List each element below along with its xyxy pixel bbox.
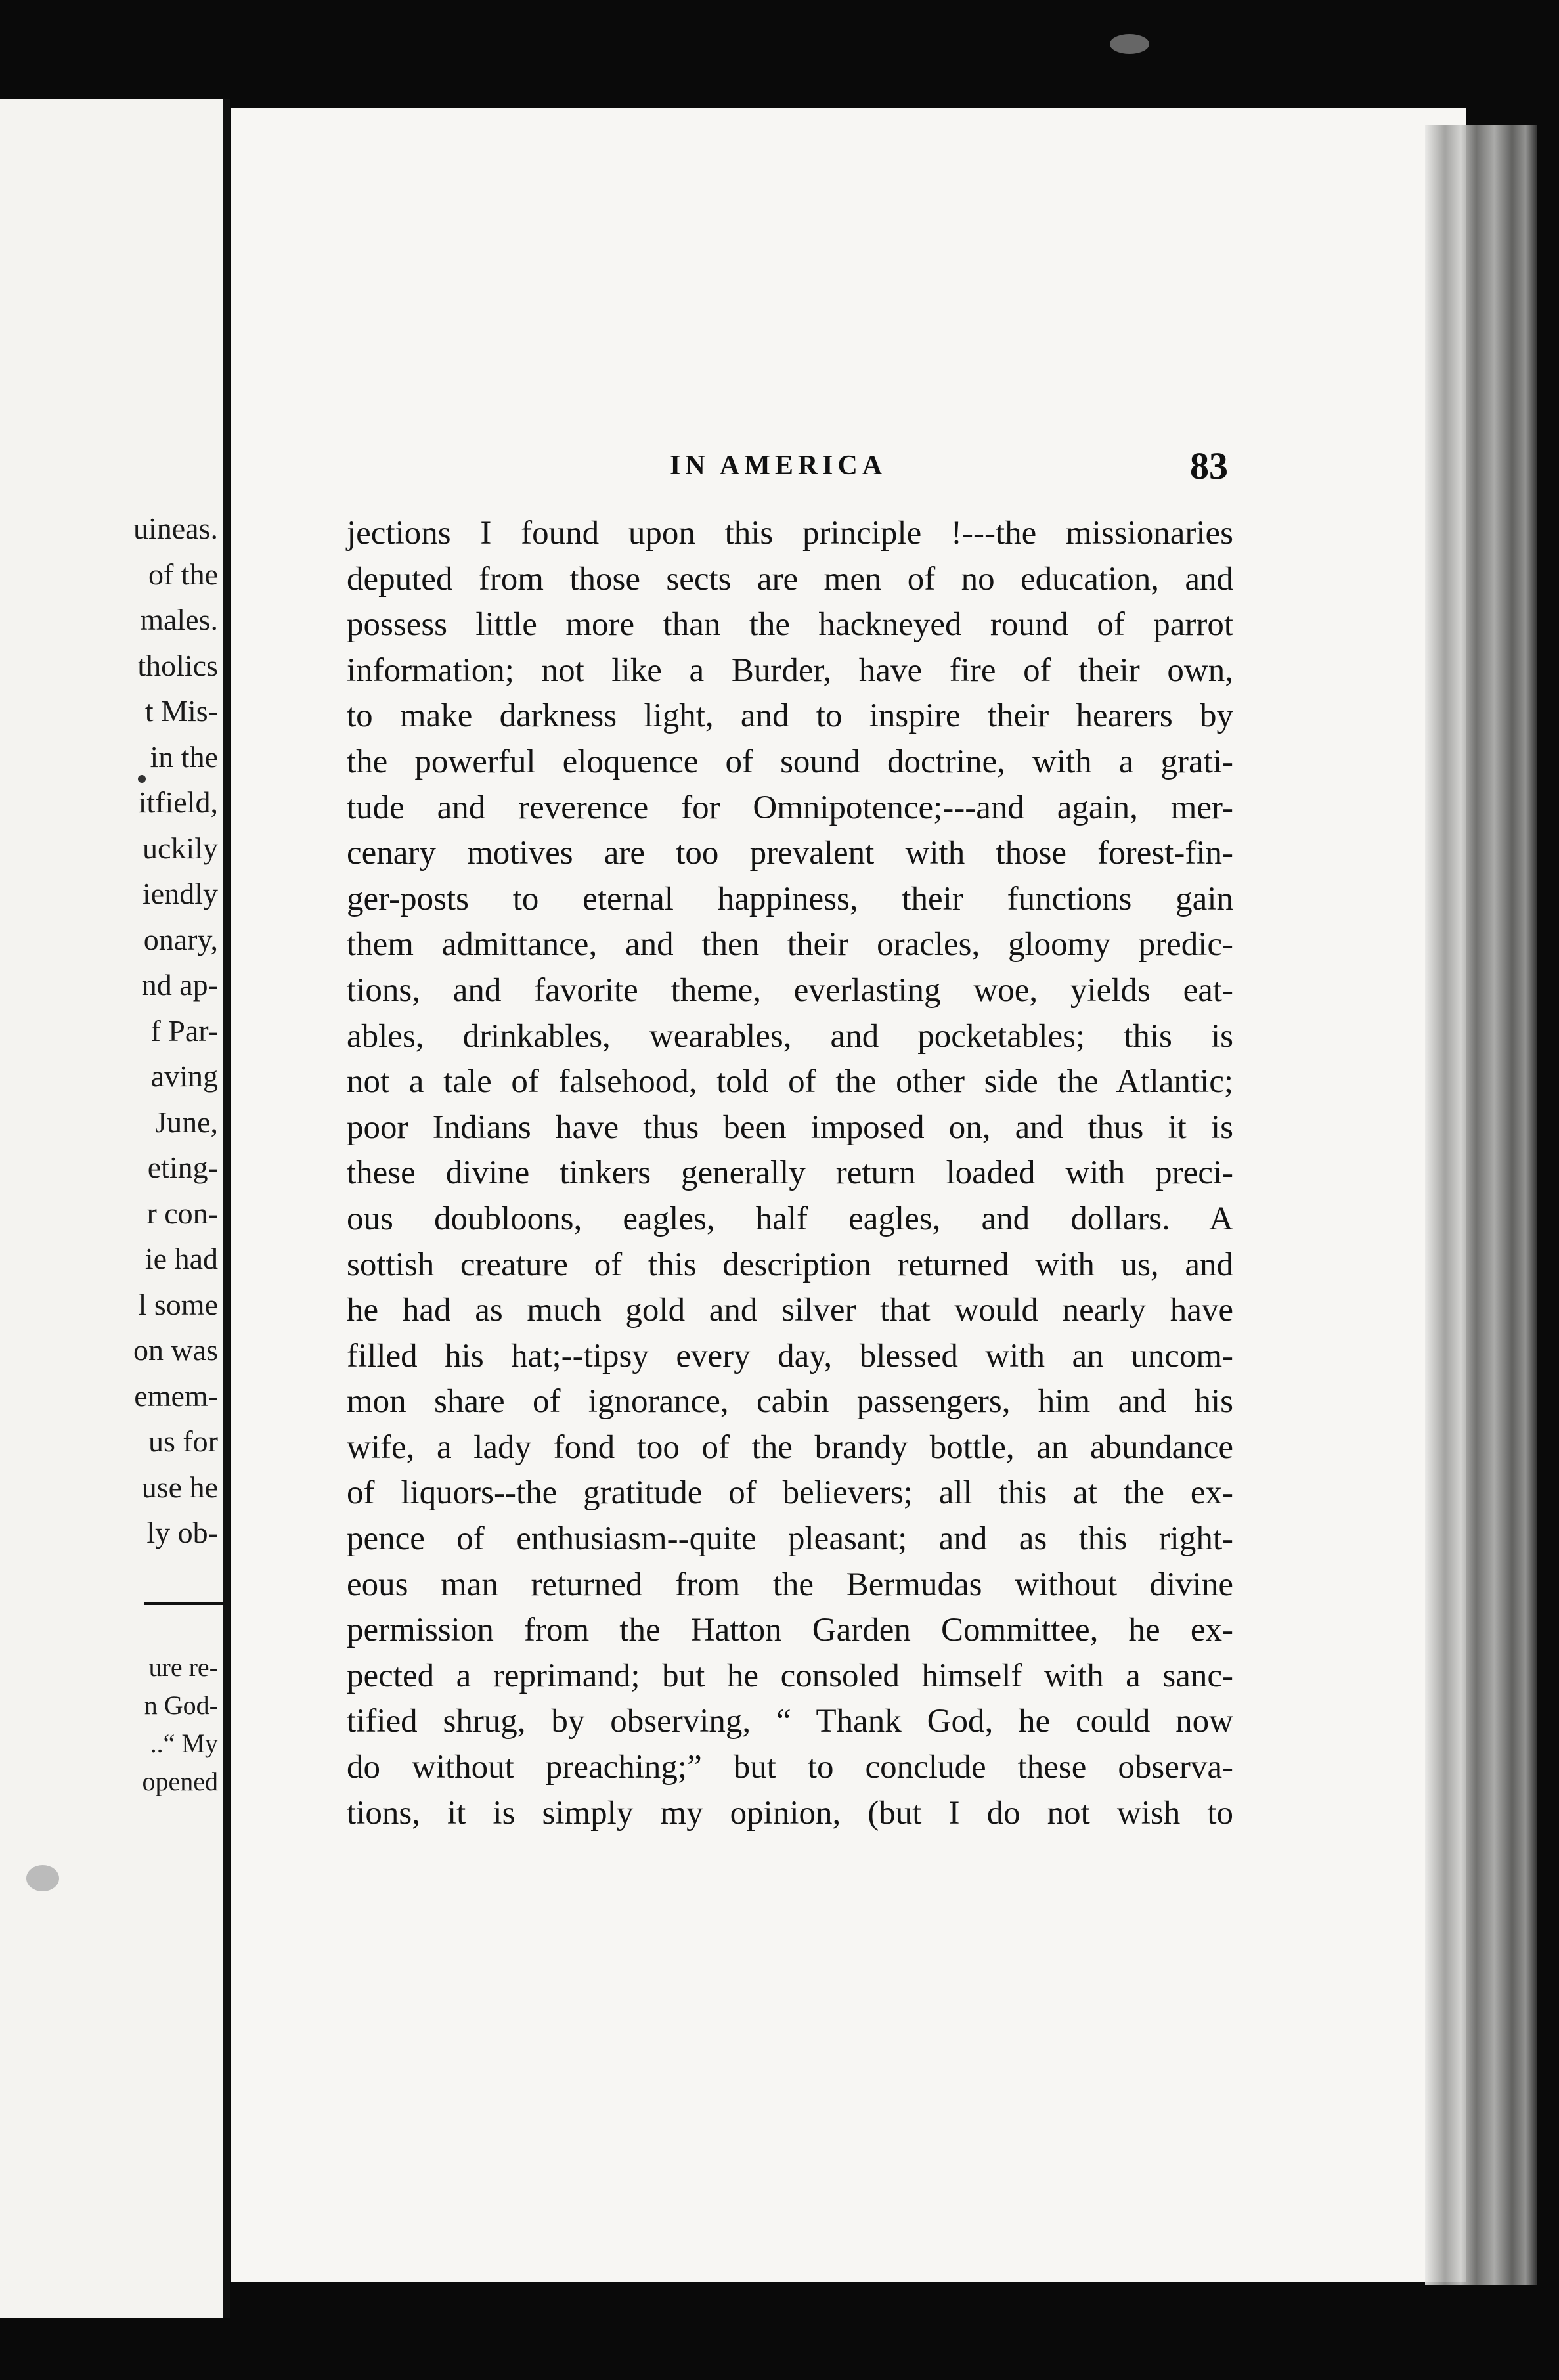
left-text-fragment: tholics xyxy=(137,648,218,682)
left-text-fragment: uckily xyxy=(143,831,218,865)
left-text-fragment: males. xyxy=(140,603,218,636)
text-line: the powerful eloquence of sound doctrine, with a grati- xyxy=(347,743,1233,780)
ink-speck xyxy=(138,775,146,783)
text-line: pence of enthusiasm--quite pleasant; and as this right- xyxy=(347,1520,1233,1558)
text-line: wife, a lady fond too of the brandy bottle, an abundance xyxy=(347,1428,1233,1466)
left-text-fragment: r con- xyxy=(146,1196,218,1230)
text-line: jections I found upon this principle !---the missionaries xyxy=(347,515,1233,552)
text-line: of liquors--the gratitude of believers; all this at the ex- xyxy=(347,1474,1233,1512)
text-line: filled his hat;--tipsy every day, blessed with an uncom- xyxy=(347,1337,1233,1375)
left-text-fragment: emem- xyxy=(134,1378,218,1413)
left-text-fragment: June, xyxy=(155,1105,218,1139)
running-head: IN AMERICA xyxy=(670,451,887,481)
footnote-rule xyxy=(144,1602,223,1605)
text-line: to make darkness light, and to inspire their hearers by xyxy=(347,697,1233,735)
text-line: information; not like a Burder, have fire of their own, xyxy=(347,651,1233,689)
left-footnote-fragment: ure re- xyxy=(148,1652,218,1682)
left-footnote-fragment: n God- xyxy=(144,1690,218,1720)
left-text-fragment: of the xyxy=(148,557,218,591)
left-text-fragment: ie had xyxy=(144,1242,218,1275)
left-text-fragment: in the xyxy=(150,739,218,774)
text-line: ous doubloons, eagles, half eagles, and dollars. A xyxy=(347,1200,1233,1237)
text-line: tified shrug, by observing, “ Thank God, he could now xyxy=(347,1703,1233,1740)
text-line: eous man returned from the Bermudas without divine xyxy=(347,1566,1233,1603)
page-number: 83 xyxy=(1190,445,1228,487)
left-text-fragment: onary, xyxy=(143,922,218,956)
text-line: pected a reprimand; but he consoled himself with a sanc- xyxy=(347,1657,1233,1694)
text-line: ables, drinkables, wearables, and pocketables; this is xyxy=(347,1017,1233,1055)
text-line: cenary motives are too prevalent with those forest-fin- xyxy=(347,835,1233,872)
text-line: deputed from those sects are men of no education, and xyxy=(347,560,1233,598)
text-line: tude and reverence for Omnipotence;---and again, mer- xyxy=(347,789,1233,826)
left-text-fragment: iendly xyxy=(143,877,218,910)
text-line: possess little more than the hackneyed round of parrot xyxy=(347,606,1233,644)
left-text-fragment: nd ap- xyxy=(141,968,218,1002)
left-page xyxy=(0,99,230,2318)
text-line: mon share of ignorance, cabin passengers, him and his xyxy=(347,1383,1233,1421)
left-text-fragment: l some xyxy=(138,1287,218,1321)
body-text xyxy=(347,511,1233,1836)
ink-speck xyxy=(26,1865,59,1891)
text-line: sottish creature of this description returned with us, and xyxy=(347,1246,1233,1283)
text-line: not a tale of falsehood, told of the other side the Atlantic; xyxy=(347,1063,1233,1101)
left-text-fragment: eting- xyxy=(147,1151,218,1184)
left-text-fragment: on was xyxy=(133,1333,218,1367)
left-text-fragment: aving xyxy=(150,1059,218,1093)
text-line: do without preaching;” but to conclude these observa- xyxy=(347,1749,1233,1786)
left-text-fragment: us for xyxy=(148,1424,218,1458)
text-line: tions, and favorite theme, everlasting woe, yields eat- xyxy=(347,971,1233,1009)
text-line: them admittance, and then their oracles, gloomy predic- xyxy=(347,926,1233,963)
left-text-fragment: uineas. xyxy=(133,512,218,545)
text-line: ger-posts to eternal happiness, their functions gain xyxy=(347,880,1233,917)
text-line: tions, it is simply my opinion, (but I do not wish to xyxy=(347,1794,1233,1832)
text-line: poor Indians have thus been imposed on, and thus it is xyxy=(347,1109,1233,1146)
left-text-fragment: f Par- xyxy=(150,1013,218,1047)
page-edge-shadow xyxy=(1425,125,1537,2285)
text-line: permission from the Hatton Garden Committee, he ex- xyxy=(347,1612,1233,1649)
text-line: these divine tinkers generally return loaded with preci- xyxy=(347,1155,1233,1192)
left-text-fragment: ly ob- xyxy=(146,1516,218,1549)
text-line: he had as much gold and silver that would nearly have xyxy=(347,1292,1233,1329)
left-text-fragment: itfield, xyxy=(138,785,218,819)
left-text-fragment: t Mis- xyxy=(144,694,218,728)
left-text-fragment: use he xyxy=(141,1470,218,1504)
left-footnote-fragment: ..“ My xyxy=(150,1729,218,1758)
ink-speck xyxy=(1110,34,1149,54)
left-footnote-fragment: opened xyxy=(142,1767,218,1796)
